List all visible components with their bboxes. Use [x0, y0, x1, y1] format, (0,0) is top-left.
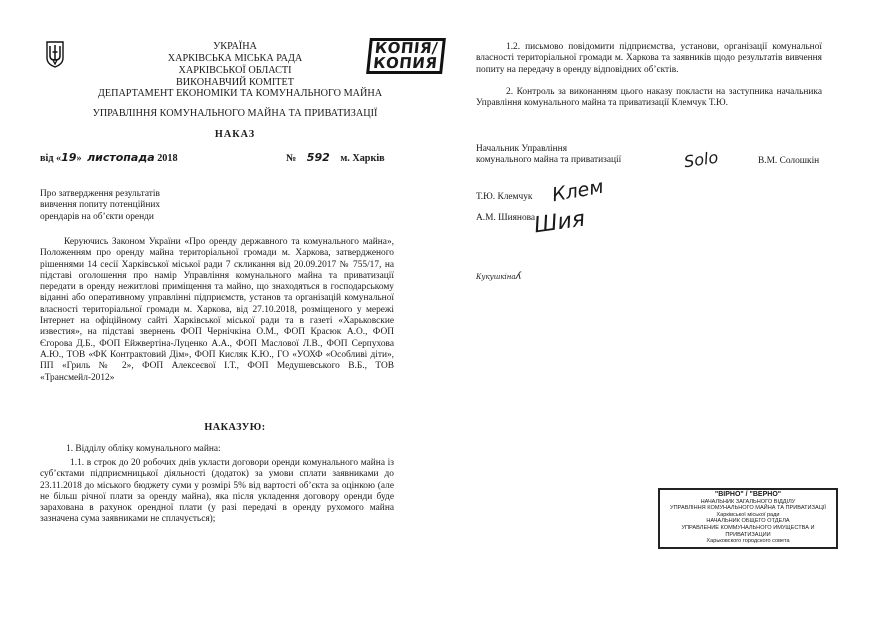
header-city-council: ХАРКІВСЬКА МІСЬКА РАДА	[167, 53, 303, 64]
item-2: 2. Контроль за виконанням цього наказу покласти на заступника начальника Управління комунального майна та приватизації Клемчук Т.Ю.	[476, 87, 822, 109]
copy-stamp	[366, 38, 446, 74]
date-year: 2018	[157, 153, 178, 164]
coat-of-arms-icon	[45, 40, 65, 68]
header-department: ДЕПАРТАМЕНТ ЕКОНОМІКИ ТА КОМУНАЛЬНОГО МАЙНА	[97, 88, 383, 99]
approval-signature-1: Клем	[550, 175, 606, 207]
verno-stamp-line-5: УПРАВЛЕНИЕ КОММУНАЛЬНОГО ИМУЩЕСТВА И ПРИВАТИЗАЦИИ	[681, 524, 815, 538]
signatory-title	[476, 144, 696, 167]
item-1: 1. Відділу обліку комунального майна:	[66, 444, 221, 454]
order-number-prefix: №	[286, 153, 297, 164]
subject-line-1: Про затвердження результатів	[40, 189, 160, 199]
verno-stamp-head: "ВІРНО" / "ВЕРНО"	[714, 491, 782, 498]
verno-stamp-line-4: НАЧАЛЬНИК ОБЩЕГО ОТДЕЛА	[706, 518, 790, 525]
item-1-2: 1.2. письмово повідомити підприємства, установи, організації комунальної власності територіальної громади м. Харкова та заявників щодо результатів вивчення попиту на передачу в оренду відповідних об’єктів.	[476, 42, 822, 75]
date-mid: »	[76, 153, 82, 164]
date-line	[40, 152, 420, 165]
executor	[476, 271, 521, 282]
signatory-title-line-2: комунального майна та приватизації	[476, 155, 622, 166]
approval-name-1: Т.Ю. Клемчук	[476, 192, 533, 202]
date-day: 19	[61, 151, 77, 164]
header-exec-committee: ВИКОНАВЧИЙ КОМІТЕТ	[176, 77, 294, 88]
verno-stamp-line-6: Харьковского городского совета	[706, 538, 790, 545]
subject-line-3: орендарів на об’єкти оренди	[40, 211, 154, 222]
verno-stamp-line-3: Харківської міської ради	[716, 511, 780, 518]
executor-signature: ʎ	[515, 271, 522, 282]
header-block	[150, 41, 320, 89]
copy-stamp-line-1: КОПІЯ/	[373, 39, 439, 57]
signatory-name: В.М. Солошкін	[758, 156, 820, 166]
verno-stamp-line-2: УПРАВЛІННЯ КОМУНАЛЬНОГО МАЙНА ТА ПРИВАТИЗАЦІЇ	[670, 505, 826, 512]
signatory-title-line-1: Начальник Управління	[476, 144, 568, 154]
subject-line-2: вивчення попиту потенційних	[40, 200, 161, 211]
signatory-signature: Solo	[682, 147, 720, 172]
copy-stamp-line-2: КОПИЯ	[372, 54, 439, 72]
order-city: м. Харків	[340, 153, 385, 164]
subject-block	[40, 189, 240, 223]
header-directorate: УПРАВЛІННЯ КОМУНАЛЬНОГО МАЙНА ТА ПРИВАТИЗАЦІЇ	[92, 108, 378, 119]
approval-name-2: А.М. Шиянова	[476, 213, 536, 223]
doc-type-title: НАКАЗ	[214, 129, 256, 140]
approval-signature-2: Шия	[532, 206, 587, 239]
date-prefix: від «	[40, 153, 62, 164]
preamble-paragraph: Керуючись Законом України «Про оренду державного та комунального майна», Положенням про оренду майна територіальної громади м. Харкова, затвердженого рішеннями 14 сесії Харківської міської ради 7 скликання від 20.09.2017 № 755/17, на підставі оголошення про намір Управління комунального майна та приватизації передати в оренду нежитлові приміщення та майно, що знаходяться в господарському віданні або оперативному управлінні підприємств, установ та організацій комунальної власності територіальної громади м. Харкова, від 27.10.2018, розміщеного у мережі Інтернет на офіційному сайті Харківської міської ради та в газеті «Харьковские известия», на підставі звернень ФОП Чернічкіна О.М., ФОП Красюк А.О., ФОП Єгорова Д.Б., ФОП Ейжвертіна-Луценко А.А., ФОП Маслової Л.В., ФОП Серпухова А.Ю., ТОВ «ФК Контрактовий Дім», ФОП Кисляк К.Ю., ГО «УОХФ «Особливі діти», ПП «Гриль № 2», ФОП Алексеєвої І.Т., ФОП Медушевського В.Б., ТОВ «Трансмейл-2012»	[40, 237, 394, 383]
verno-stamp	[658, 488, 838, 549]
header-region: ХАРКІВСЬКОЇ ОБЛАСТІ	[178, 65, 292, 76]
date-month: листопада	[87, 151, 155, 164]
verno-stamp-line-1: НАЧАЛЬНИК ЗАГАЛЬНОГО ВІДДІЛУ	[700, 498, 796, 505]
item-1-1: 1.1. в строк до 20 робочих днів укласти договори оренди комунального майна із суб’єктами підприємницької діяльності (додаток) за умови сплати заявниками до 23.11.2018 до міського бюджету суми у розмірі 5% від вартості об’єкта за оцінкою (але не більш річної плати за оренду майна), яка після укладення договору оренди буде зарахована в рахунок орендної плати (у разі передачі в оренду рухомого майна зазначена сума заявниками не сплачується);	[40, 458, 394, 525]
executor-name: Кукушкіна	[476, 273, 516, 281]
order-heading: НАКАЗУЮ:	[204, 422, 266, 433]
order-number: 592	[306, 151, 330, 164]
header-country: УКРАЇНА	[213, 41, 257, 52]
